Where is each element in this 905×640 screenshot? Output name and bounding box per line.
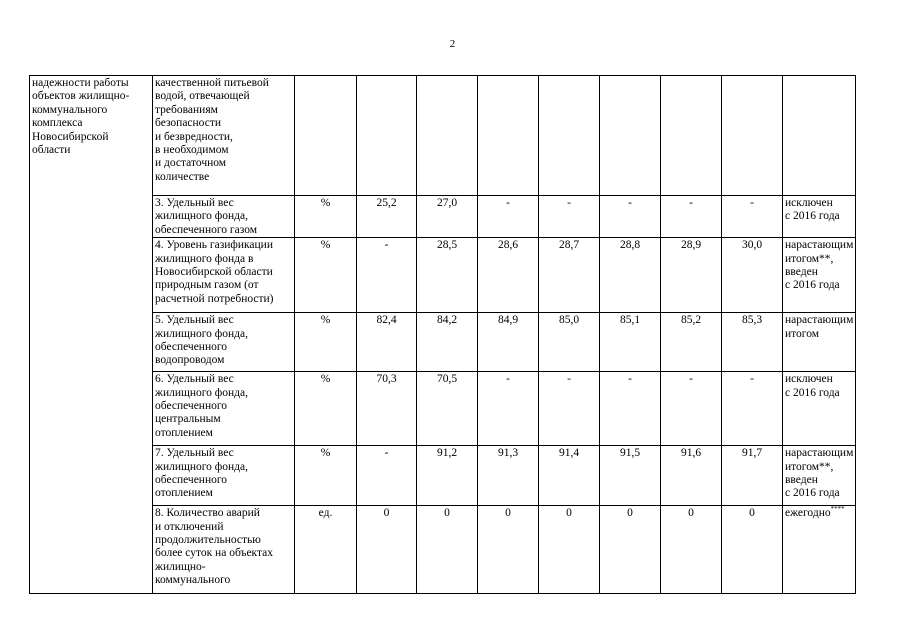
value-cell: 82,4 <box>357 313 417 372</box>
value-cell: 0 <box>722 506 783 594</box>
value-cell: 91,7 <box>722 446 783 506</box>
value-cell: 70,3 <box>357 372 417 446</box>
indicator-text: 5. Удельный вес жилищного фонда, обеспеченного водопроводом <box>155 314 248 367</box>
value-cell: 91,6 <box>661 446 722 506</box>
value-cell: - <box>600 372 661 446</box>
value-cell: - <box>478 196 539 238</box>
note-text: нарастающим итогом**, введен с 2016 года <box>785 447 854 500</box>
indicator-text: 8. Количество аварий и отключений продолжительностью более суток на объектах жилищно- коммунального <box>155 507 274 587</box>
page-number: 2 <box>449 38 456 50</box>
value-cell: 91,2 <box>417 446 478 506</box>
value-cell: - <box>357 238 417 313</box>
indicator-cell <box>153 196 295 238</box>
indicator-text: 4. Уровень газификации жилищного фонда в Новосибирской области природным газом (от расчетной потребности) <box>155 239 274 305</box>
table-row <box>30 446 856 506</box>
indicator-cell <box>153 446 295 506</box>
indicator-text: 3. Удельный вес жилищного фонда, обеспеченного газом <box>155 197 258 236</box>
value-cell: 28,5 <box>417 238 478 313</box>
value-cell <box>478 76 539 196</box>
value-cell: 85,0 <box>539 313 600 372</box>
note-text: исключен с 2016 года <box>785 197 840 223</box>
unit-cell: % <box>295 196 357 238</box>
value-cell <box>357 76 417 196</box>
value-cell: 0 <box>478 506 539 594</box>
footnote-mark: **** <box>830 505 845 514</box>
value-cell: - <box>722 372 783 446</box>
value-cell: 28,7 <box>539 238 600 313</box>
unit-cell <box>295 76 357 196</box>
value-cell: 70,5 <box>417 372 478 446</box>
value-cell <box>600 76 661 196</box>
value-cell: - <box>661 196 722 238</box>
value-cell: 85,3 <box>722 313 783 372</box>
note-text: ежегодно <box>785 507 831 520</box>
value-cell <box>417 76 478 196</box>
note-text: нарастающим итогом <box>785 314 854 340</box>
table-row <box>30 313 856 372</box>
indicator-text: 7. Удельный вес жилищного фонда, обеспеченного отоплением <box>155 447 248 500</box>
value-cell: 27,0 <box>417 196 478 238</box>
unit-cell: % <box>295 372 357 446</box>
indicator-cell <box>153 506 295 594</box>
value-cell: 0 <box>417 506 478 594</box>
value-cell <box>539 76 600 196</box>
value-cell: 28,6 <box>478 238 539 313</box>
value-cell: 91,5 <box>600 446 661 506</box>
indicator-cell <box>153 313 295 372</box>
value-cell <box>722 76 783 196</box>
value-cell: - <box>478 372 539 446</box>
unit-cell: ед. <box>295 506 357 594</box>
value-cell: - <box>600 196 661 238</box>
table-row <box>30 238 856 313</box>
value-cell: 91,3 <box>478 446 539 506</box>
value-cell: 28,8 <box>600 238 661 313</box>
note-cell <box>783 313 856 372</box>
table-row <box>30 372 856 446</box>
value-cell: 85,1 <box>600 313 661 372</box>
value-cell: 85,2 <box>661 313 722 372</box>
note-cell <box>783 506 856 594</box>
value-cell: 30,0 <box>722 238 783 313</box>
value-cell: 0 <box>661 506 722 594</box>
value-cell: 84,2 <box>417 313 478 372</box>
note-cell <box>783 76 856 196</box>
note-cell <box>783 238 856 313</box>
value-cell: - <box>539 372 600 446</box>
value-cell: 0 <box>357 506 417 594</box>
note-cell <box>783 196 856 238</box>
note-text: исключен с 2016 года <box>785 373 840 399</box>
value-cell: - <box>722 196 783 238</box>
value-cell: - <box>661 372 722 446</box>
unit-cell: % <box>295 313 357 372</box>
value-cell <box>661 76 722 196</box>
note-cell <box>783 372 856 446</box>
goal-cell <box>30 76 153 594</box>
indicator-text: 6. Удельный вес жилищного фонда, обеспеченного центральным отоплением <box>155 373 248 439</box>
unit-cell: % <box>295 238 357 313</box>
value-cell: 0 <box>600 506 661 594</box>
unit-cell: % <box>295 446 357 506</box>
indicator-text: качественной питьевой водой, отвечающей требованиям безопасности и безвредности, в необходимом и достаточном количестве <box>155 77 269 183</box>
table-row <box>30 196 856 238</box>
value-cell: - <box>539 196 600 238</box>
indicator-cell <box>153 238 295 313</box>
indicator-cell <box>153 372 295 446</box>
goal-text: надежности работы объектов жилищно- коммунального комплекса Новосибирской области <box>32 77 130 157</box>
value-cell: 25,2 <box>357 196 417 238</box>
value-cell: 84,9 <box>478 313 539 372</box>
value-cell: 28,9 <box>661 238 722 313</box>
note-text: нарастающим итогом**, введен с 2016 года <box>785 239 854 292</box>
value-cell: - <box>357 446 417 506</box>
value-cell: 0 <box>539 506 600 594</box>
value-cell: 91,4 <box>539 446 600 506</box>
table-row <box>30 506 856 594</box>
indicator-cell <box>153 76 295 196</box>
table-row <box>30 76 856 196</box>
indicators-table <box>29 75 856 594</box>
note-cell <box>783 446 856 506</box>
